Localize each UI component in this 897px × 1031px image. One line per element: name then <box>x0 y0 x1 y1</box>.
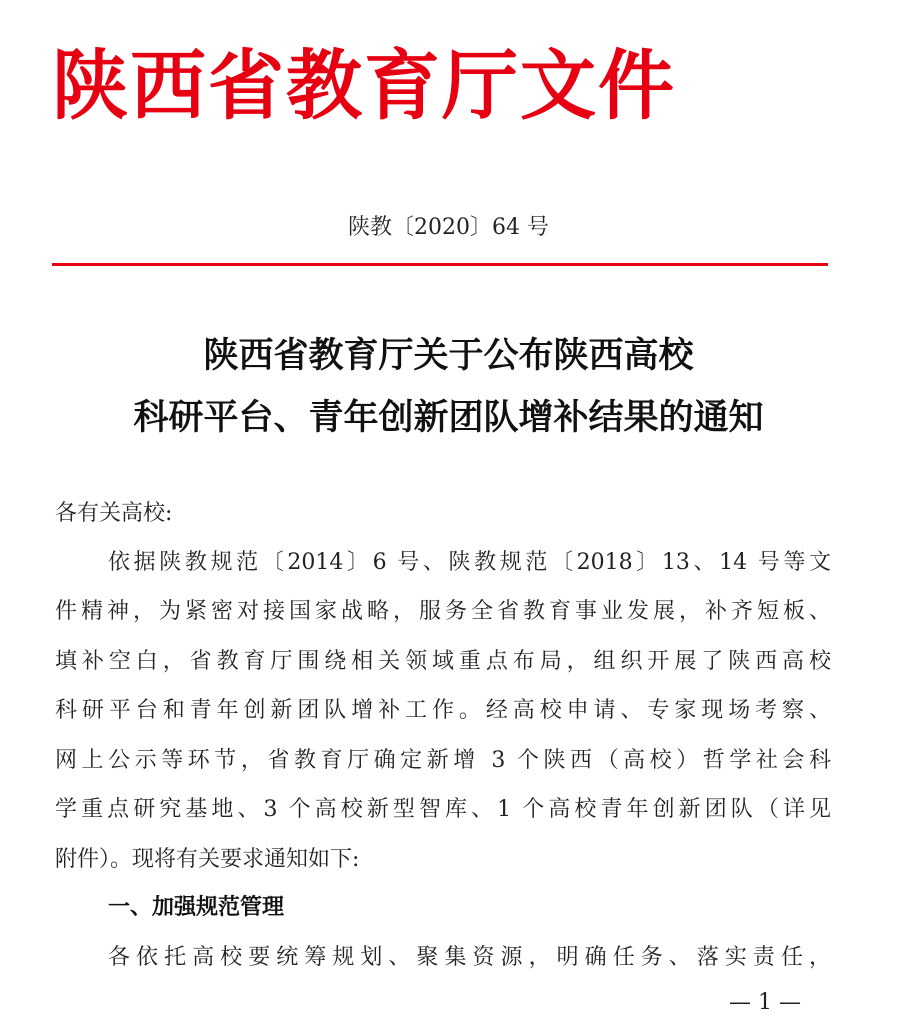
paragraph-line: 各依托高校要统筹规划、聚集资源，明确任务、落实责任， <box>108 945 831 970</box>
paragraph-line: 填补空白，省教育厅围绕相关领域重点布局，组织开展了陕西高校 <box>55 649 831 674</box>
paragraph-line: 网上公示等环节，省教育厅确定新增 3 个陕西（高校）哲学社会科 <box>55 748 831 773</box>
document-number: 陕教〔2020〕64 号 <box>348 215 549 240</box>
paragraph-line: 科研平台和青年创新团队增补工作。经高校申请、专家现场考察、 <box>55 698 831 723</box>
masthead-title: 陕西省教育厅文件 <box>52 41 676 130</box>
page-number: — 1 — <box>729 990 801 1015</box>
paragraph-line: 学重点研究基地、3 个高校新型智库、1 个高校青年创新团队（详见 <box>55 797 831 822</box>
salutation: 各有关高校: <box>55 501 173 526</box>
paragraph-line: 附件）。现将有关要求通知如下: <box>55 847 360 872</box>
document-title-line-2: 科研平台、青年创新团队增补结果的通知 <box>133 398 764 438</box>
red-divider-rule <box>52 263 828 266</box>
document-title-line-1: 陕西省教育厅关于公布陕西高校 <box>203 336 694 376</box>
paragraph-line: 依据陕教规范〔2014〕6 号、陕教规范〔2018〕13、14 号等文 <box>108 550 831 575</box>
section-heading: 一、加强规范管理 <box>108 895 285 920</box>
paragraph-line: 件精神，为紧密对接国家战略，服务全省教育事业发展，补齐短板、 <box>55 599 831 624</box>
